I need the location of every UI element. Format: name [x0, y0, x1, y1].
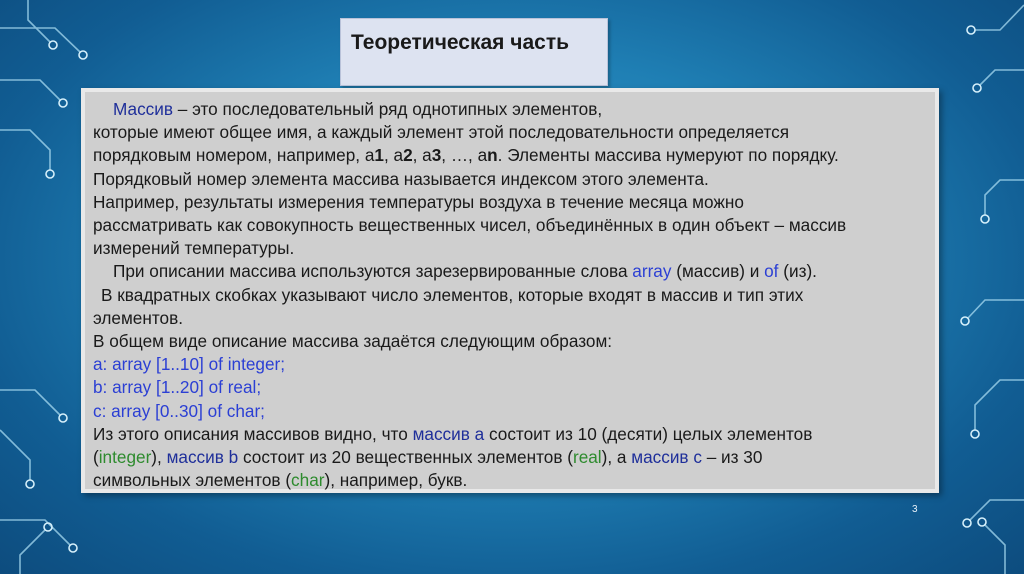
paragraph-line-4: Порядковый номер элемента массива называется индексом этого элемента. [93, 168, 709, 189]
content-panel [81, 88, 939, 493]
paragraph-line-15: Из этого описания массивов видно, что массив a состоит из 10 (десяти) целых элементов [93, 423, 813, 444]
code-line-a: a: array [1..10] of integer; [93, 354, 286, 375]
paragraph-line-10: элементов. [93, 307, 183, 328]
paragraph-line-9: В квадратных скобках указывают число элементов, которые входят в массив и тип этих [101, 284, 804, 305]
paragraph-line-16: (integer), массив b состоит из 20 вещественных элементов (real), а массив c – из 30 [93, 447, 763, 468]
paragraph-line-17: символьных элементов (char), например, букв. [93, 470, 468, 491]
type-real: real [572, 447, 602, 468]
code-line-c: c: array [0..30] of char; [93, 400, 265, 421]
slide-title: Теоретическая часть [351, 31, 570, 54]
keyword-array: array [632, 261, 672, 282]
paragraph-line-3: порядковым номером, например, а1, а2, а3, …, аn. Элементы массива нумеруют по порядку. [93, 145, 839, 166]
term-massiv-b: массив b [166, 447, 239, 468]
type-char: char [291, 470, 325, 491]
paragraph-line-1: Массив – это последовательный ряд однотипных элементов, [113, 99, 603, 119]
content-body [93, 98, 933, 492]
paragraph-line-8: При описании массива используются зарезервированные слова array (массив) и of (из). [113, 261, 817, 282]
paragraph-line-7: измерений температуры. [93, 238, 295, 259]
paragraph-line-11: В общем виде описание массива задаётся следующим образом: [93, 331, 613, 352]
type-integer: integer [98, 447, 152, 468]
paragraph-line-6: рассматривать как совокупность вещественных чисел, объединённых в один объект – массив [93, 215, 847, 236]
paragraph-line-5: Например, результаты измерения температуры воздуха в течение месяца можно [93, 191, 744, 212]
slide-title-box [340, 18, 608, 86]
code-line-b: b: array [1..20] of real; [93, 377, 262, 398]
keyword-of: of [764, 261, 779, 282]
term-massiv-c: массив c [631, 447, 702, 468]
term-massiv-a: массив a [412, 423, 485, 444]
term-massiv: Массив [113, 99, 173, 119]
page-number: 3 [912, 504, 918, 515]
paragraph-line-2: которые имеют общее имя, а каждый элемент этой последовательности определяется [93, 122, 790, 143]
